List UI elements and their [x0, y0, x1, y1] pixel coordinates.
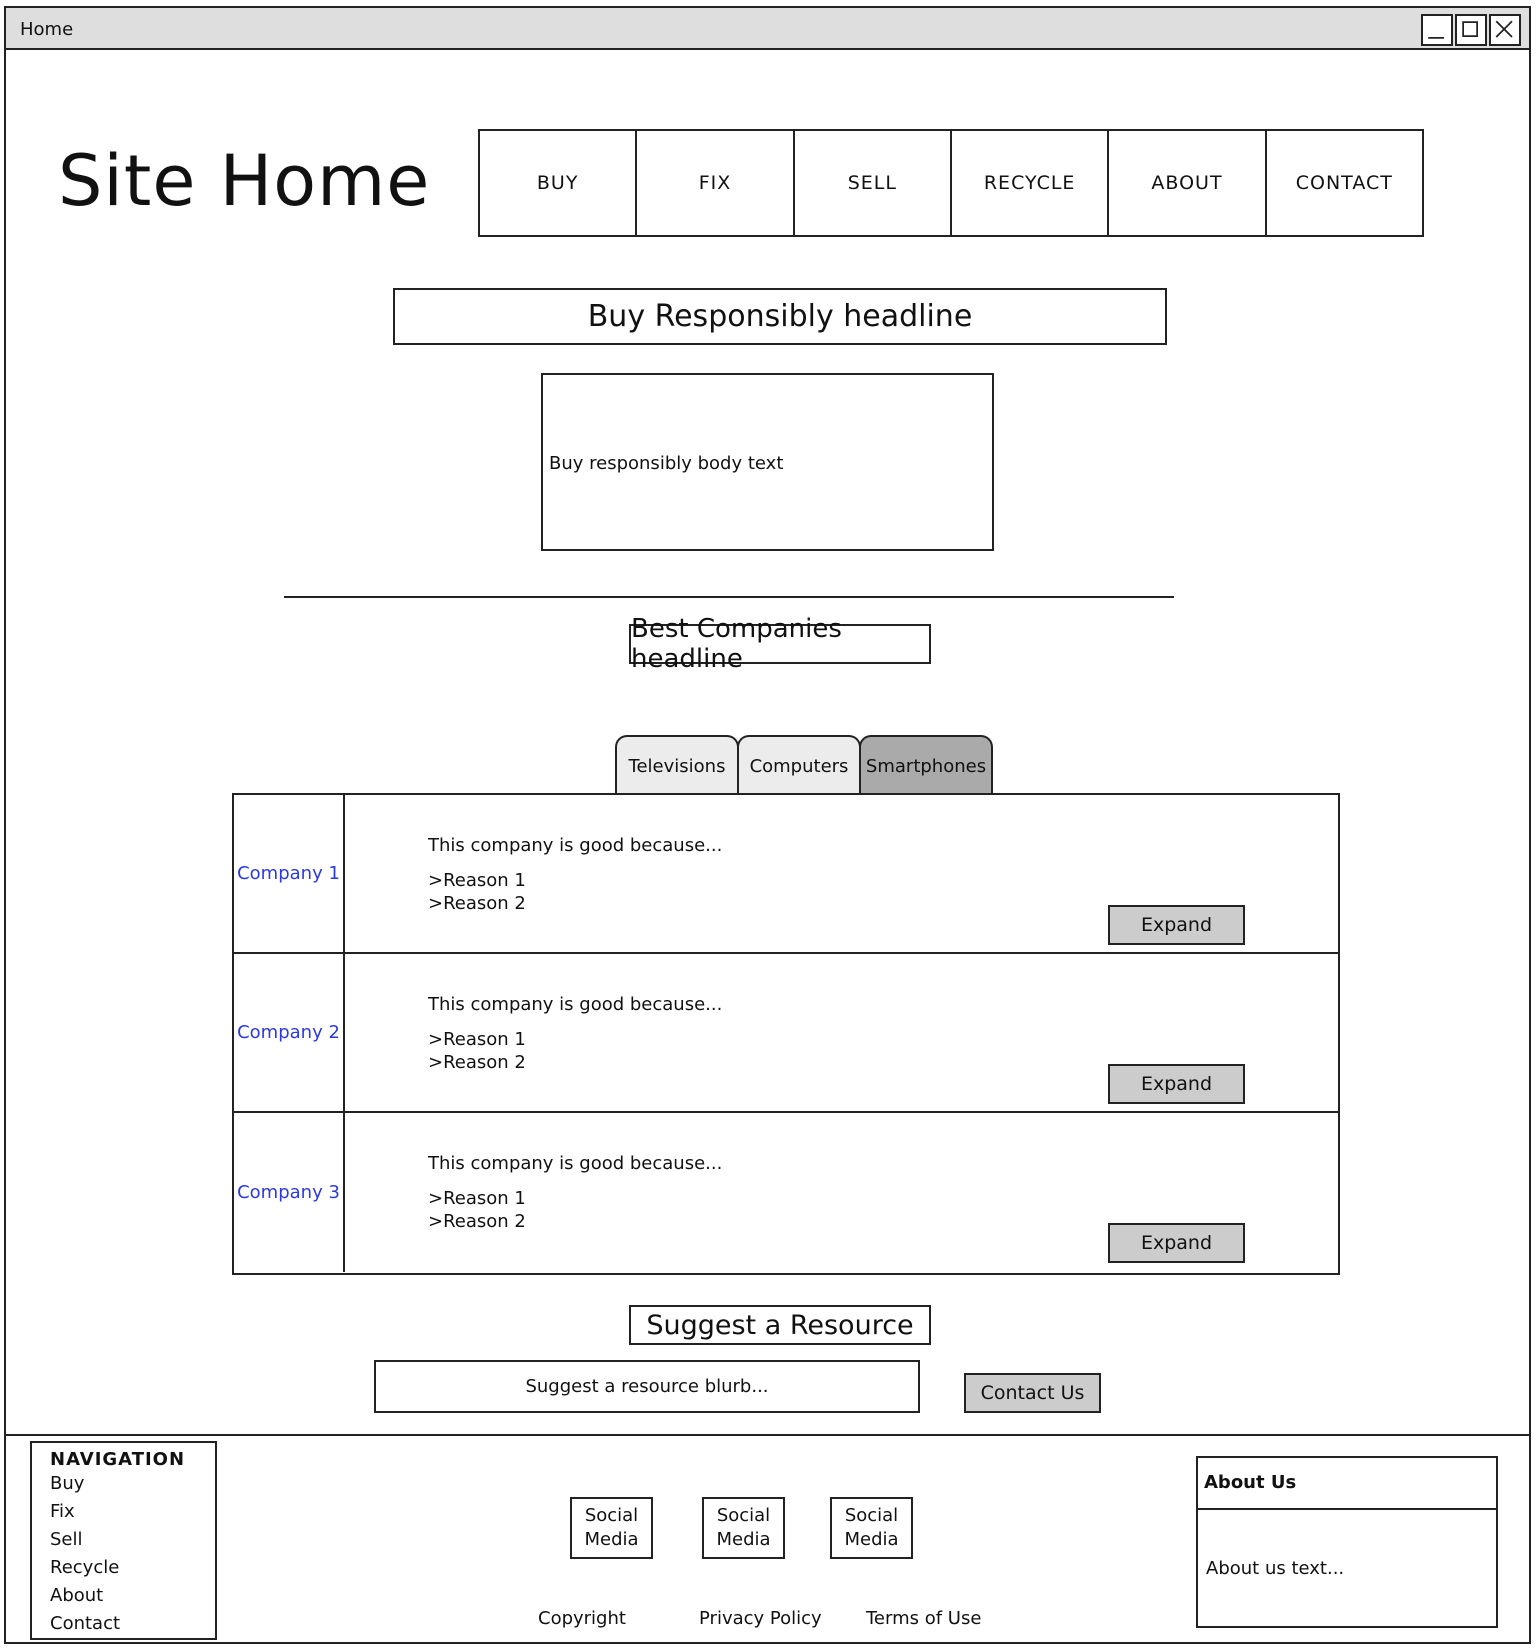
social-media-label: Media	[584, 1529, 639, 1550]
suggest-resource-blurb[interactable]: Suggest a resource blurb...	[374, 1360, 920, 1413]
social-media-label: Social	[844, 1505, 899, 1526]
company-reason: >Reason 1	[428, 1029, 526, 1050]
nav-sell[interactable]: SELL	[795, 131, 952, 235]
footer-link-privacy-policy[interactable]: Privacy Policy	[699, 1608, 822, 1629]
company-link[interactable]: Company 1	[234, 795, 345, 952]
best-companies-headline: Best Companies headline	[629, 624, 931, 664]
buy-responsibly-headline: Buy Responsibly headline	[393, 288, 1167, 345]
footer-nav-recycle[interactable]: Recycle	[50, 1557, 120, 1578]
footer-nav-heading: NAVIGATION	[50, 1449, 186, 1470]
expand-button[interactable]: Expand	[1108, 1064, 1245, 1104]
footer-nav-contact[interactable]: Contact	[50, 1613, 121, 1634]
social-media-label: Media	[716, 1529, 771, 1550]
nav-about[interactable]: ABOUT	[1109, 131, 1266, 235]
title-bar	[6, 8, 1529, 50]
footer-navigation	[30, 1441, 217, 1640]
footer-nav-fix[interactable]: Fix	[50, 1501, 75, 1522]
company-reason: >Reason 2	[428, 893, 526, 914]
maximize-icon	[1457, 16, 1485, 44]
footer-nav-about[interactable]: About	[50, 1585, 104, 1606]
companies-table	[232, 793, 1340, 1275]
expand-button[interactable]: Expand	[1108, 905, 1245, 945]
social-media-label: Social	[584, 1505, 639, 1526]
company-reason: >Reason 1	[428, 1188, 526, 1209]
social-media-link-2[interactable]	[702, 1497, 785, 1559]
social-media-label: Media	[844, 1529, 899, 1550]
about-us-heading: About Us	[1196, 1456, 1498, 1510]
expand-button[interactable]: Expand	[1108, 1223, 1245, 1263]
footer-link-copyright[interactable]: Copyright	[538, 1608, 626, 1629]
footer-divider	[4, 1434, 1531, 1436]
nav-fix[interactable]: FIX	[637, 131, 794, 235]
footer-nav-buy[interactable]: Buy	[50, 1473, 85, 1494]
section-divider	[284, 596, 1174, 598]
company-link[interactable]: Company 2	[234, 954, 345, 1111]
social-media-label: Social	[716, 1505, 771, 1526]
maximize-button[interactable]	[1455, 14, 1487, 46]
table-row	[234, 1113, 1338, 1272]
company-description: This company is good because...	[428, 835, 723, 856]
company-description: This company is good because...	[428, 1153, 723, 1174]
close-icon	[1491, 16, 1519, 44]
category-tabs	[615, 735, 991, 795]
company-reason: >Reason 2	[428, 1211, 526, 1232]
buy-responsibly-body: Buy responsibly body text	[541, 373, 994, 551]
company-link[interactable]: Company 3	[234, 1113, 345, 1272]
company-reason: >Reason 1	[428, 870, 526, 891]
table-row	[234, 954, 1338, 1113]
nav-contact[interactable]: CONTACT	[1295, 172, 1393, 194]
contact-us-button[interactable]: Contact Us	[964, 1373, 1101, 1413]
social-media-link-3[interactable]	[830, 1497, 913, 1559]
suggest-resource-headline: Suggest a Resource	[629, 1305, 931, 1345]
tab-computers[interactable]: Computers	[737, 735, 861, 795]
nav-recycle[interactable]: RECYCLE	[952, 131, 1109, 235]
company-description: This company is good because...	[428, 994, 723, 1015]
tab-smartphones[interactable]: Smartphones	[859, 735, 993, 795]
footer-link-terms-of-use[interactable]: Terms of Use	[866, 1608, 982, 1629]
minimize-button[interactable]	[1421, 14, 1453, 46]
close-button[interactable]	[1489, 14, 1521, 46]
footer-nav-sell[interactable]: Sell	[50, 1529, 83, 1550]
tab-televisions[interactable]: Televisions	[615, 735, 739, 795]
table-row	[234, 795, 1338, 954]
main-nav	[478, 129, 1424, 237]
window-title: Home	[20, 19, 74, 40]
site-title: Site Home	[58, 140, 431, 222]
minimize-icon	[1423, 16, 1451, 44]
social-media-link-1[interactable]	[570, 1497, 653, 1559]
about-us-text: About us text...	[1196, 1508, 1498, 1628]
company-reason: >Reason 2	[428, 1052, 526, 1073]
nav-buy[interactable]: BUY	[480, 131, 637, 235]
